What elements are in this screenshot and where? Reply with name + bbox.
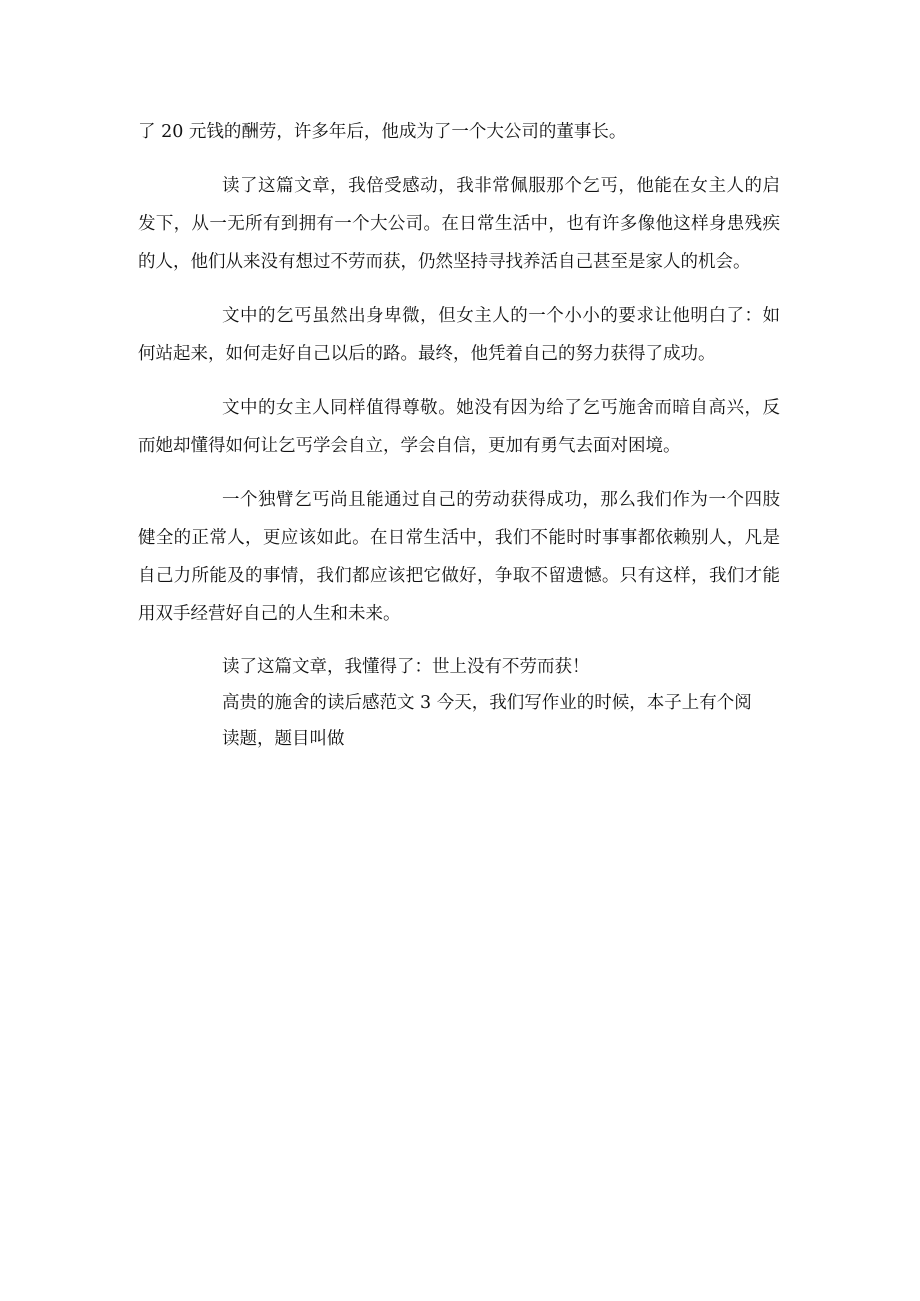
paragraph-conclusion: 读了这篇文章，我懂得了：世上没有不劳而获！ — [222, 657, 590, 677]
paragraph-continuation: 了 20 元钱的酬劳，许多年后，他成为了一个大公司的董事长。 — [138, 122, 627, 142]
paragraph-reflection: 读了这篇文章，我倍受感动，我非常佩服那个乞丐，他能在女主人的启发下，从一无所有到拥有一个大公司。在日常生活中，也有许多像他这样身患残疾的人，他们从来没有想过不劳而获，仍然坚持寻找养活自己甚至是家人的机会。 — [138, 176, 780, 272]
paragraph-lesson: 一个独臂乞丐尚且能通过自己的劳动获得成功，那么我们作为一个四肢健全的正常人，更应该如此。在日常生活中，我们不能时时事事都依赖别人，凡是自己力所能及的事情，我们都应该把它做好，争取不留遗憾。只有这样，我们才能用双手经营好自己的人生和未来。 — [138, 490, 780, 624]
paragraph-hostess: 文中的女主人同样值得尊敬。她没有因为给了乞丐施舍而暗自高兴，反而她却懂得如何让乞丐学会自立，学会自信，更加有勇气去面对困境。 — [138, 398, 780, 456]
paragraph-next-essay: 高贵的施舍的读后感范文 3 今天，我们写作业的时候，本子上有个阅读题，题目叫做 — [222, 693, 752, 749]
document-body — [138, 113, 780, 773]
paragraph-beggar: 文中的乞丐虽然出身卑微，但女主人的一个小小的要求让他明白了：如何站起来，如何走好自己以后的路。最终，他凭着自己的努力获得了成功。 — [138, 306, 780, 364]
